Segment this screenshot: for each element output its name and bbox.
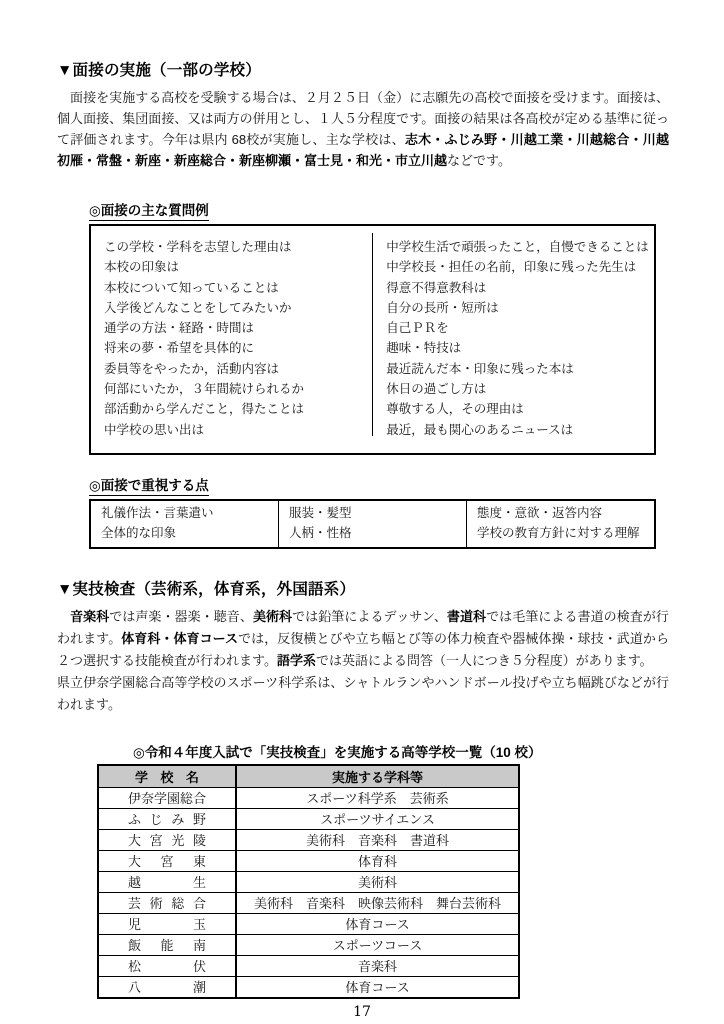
school-name-cell [98,976,236,998]
body-text: では英語による問答（一人につき５分程度）があります。 [315,652,653,668]
subjects-cell: 美術科 [236,871,519,892]
question-item: 本校について知っていることは [104,280,279,295]
school-table-row [98,787,519,808]
question-item: 最近読んだ本・印象に残った本は [386,361,574,376]
school-name-cell [98,892,236,913]
emphasis-text: 音楽科 [70,608,110,624]
school-table-body [98,787,519,998]
points-item: 学校の教育方針に対する理解 [477,525,640,540]
emphasis-text: 語学系 [276,652,316,668]
school-table [97,764,520,999]
question-item: 将来の夢・希望を具体的に [104,341,255,356]
subjects-header: 実施する学科等 [236,765,519,788]
points-column-1 [91,501,278,547]
questions-right-column [373,237,654,440]
practical-paragraph-line2: 県立伊奈学園総合高等学校のスポーツ科学系は、シャトルランやハンドボール投げや立ち幅跳びなどが行われます。 [57,674,669,712]
body-text: 面接を実施する高校を受験する場合は、２月２５日（金）に志願先の高校で面接を受けます。面接は、個人面接、集団面接、又は両方の併用とし、１人５分程度です。面接の結果は各高校が定める基準に従って評価されます。今年は県内 68校が実施し、主な学校は、 [57,90,669,147]
subjects-cell: スポーツ科学系 芸術系 [236,787,519,808]
school-name: 松伏 [128,959,206,975]
subjects-cell: 美術科 音楽科 映像芸術科 舞台芸術科 [236,892,519,913]
practical-paragraph [57,606,669,716]
question-item: 自分の長所・短所は [386,300,499,315]
school-name: 芸術総合 [128,896,206,912]
question-item: 尊敬する人，その理由は [386,402,524,417]
body-text: では声楽・器楽・聴音、 [109,608,253,624]
body-text: では鉛筆によるデッサン、 [292,608,447,624]
school-name: 飯能南 [128,938,206,954]
emphasis-text: 志木・ふじみ野・川越工業・川越総合・川越初雁・常盤・新座・新座総合・新座柳瀬・富士見・和光・市立川越 [57,132,669,168]
question-item: 委員等をやったか，活動内容は [104,361,280,376]
school-name: ふじみ野 [128,812,206,828]
page-number: 17 [353,1003,371,1020]
school-table-row [98,808,519,829]
school-name-cell [98,850,236,871]
subjects-cell: 音楽科 [236,955,519,976]
school-name-cell [98,913,236,934]
emphasis-text: 美術科 [252,608,293,624]
school-name: 伊奈学園総合 [128,791,207,807]
school-name-cell [98,829,236,850]
question-item: 中学校長・担任の名前，印象に残った先生は [386,260,637,275]
question-item: 部活動から学んだこと，得たことは [104,402,305,417]
question-item: 中学校生活で頑張ったこと，自慢できることは [386,240,649,254]
school-name-cell [98,808,236,829]
questions-heading: ◎面接の主な質問例 [89,199,209,221]
school-name-cell [98,955,236,976]
body-text: などです。 [447,153,511,168]
school-table-row [98,913,519,934]
question-item: 通学の方法・経路・時間は [104,321,255,336]
question-item: 本校の印象は [104,260,180,275]
subjects-cell: 体育科 [236,850,519,871]
school-table-row [98,871,519,892]
points-column-2 [278,501,466,547]
school-table-row [98,976,519,998]
subjects-cell: スポーツサイエンス [236,808,519,829]
subjects-cell: 体育コース [236,913,519,934]
school-name: 大宮東 [128,854,206,870]
points-item: 態度・意欲・返答内容 [477,505,603,520]
school-table-header-row [98,765,519,788]
question-item: 中学校の思い出は [104,422,205,437]
interview-points-table [89,499,656,549]
subjects-cell: 美術科 音楽科 書道科 [236,829,519,850]
question-item: 自己ＰＲを [386,321,449,336]
school-name: 児玉 [128,917,206,933]
school-name: 越生 [128,875,206,891]
points-item: 人柄・性格 [289,525,352,540]
section-title-interview: ▼面接の実施（一部の学校） [57,62,261,79]
questions-left-column [91,237,372,440]
practical-paragraph-main [57,609,669,668]
section-title-practical: ▼実技検査（芸術系，体育系，外国語系） [57,580,356,598]
school-name-header [98,765,236,788]
school-table-row [98,934,519,955]
school-name: 八潮 [128,980,206,996]
question-item: 休日の過ごし方は [386,382,487,397]
points-item: 服装・髪型 [289,505,352,520]
subjects-cell: 体育コース [236,976,519,998]
school-name-cell [98,934,236,955]
points-column-3 [466,501,654,547]
points-item: 全体的な印象 [101,525,177,540]
school-table-row [98,955,519,976]
question-item: 得意不得意教科は [386,280,487,295]
school-name-cell [98,787,236,808]
school-table-heading: ◎令和４年度入試で「実技検査」を実施する高等学校一覧（10 校） [133,744,542,760]
body-text: では毛筆による書道の検査が行われます。 [57,608,669,646]
emphasis-text: 体育科・体育コース [121,630,239,646]
school-name-header-label: 学校名 [135,769,199,785]
school-table-row [98,829,519,850]
question-item: 最近，最も関心のあるニュースは [386,422,574,437]
subjects-cell: スポーツコース [236,934,519,955]
question-item: この学校・学科を志望した理由は [104,240,292,254]
interview-questions-box [89,224,656,455]
question-item: 趣味・特技は [386,341,462,356]
school-table-row [98,892,519,913]
points-item: 礼儀作法・言葉遣い [101,505,214,520]
school-name-cell [98,871,236,892]
emphasis-text: 書道科 [446,608,487,624]
body-text [57,609,70,624]
question-item: 入学後どんなことをしてみたいか [104,300,292,315]
body-text: では，反復横とびや立ち幅とび等の体力検査や器械体操・球技・武道から２つ選択する技能検査が行われます。 [57,630,669,668]
school-name: 大宮光陵 [128,833,206,849]
points-heading: ◎面接で重視する点 [89,474,209,496]
school-table-row [98,850,519,871]
question-item: 何部にいたか，３年間続けられるか [104,382,305,397]
interview-paragraph [57,87,669,171]
